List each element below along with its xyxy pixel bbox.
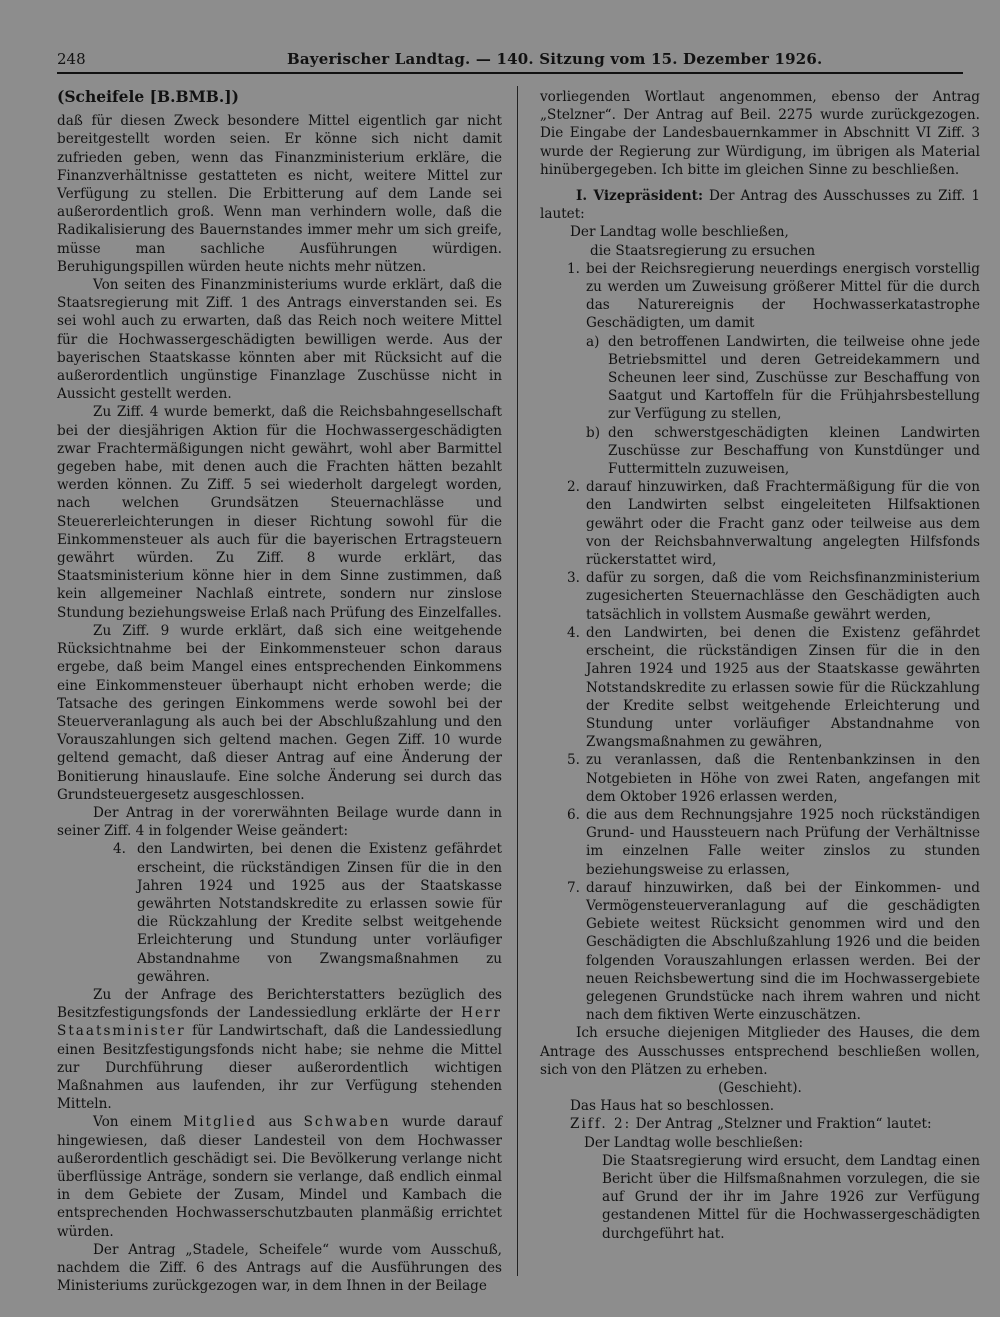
left-paragraph-4: Zu Ziff. 9 wurde erklärt, daß sich eine weitgehende Rücksichtnahme bei der Einkommensteuer schon daraus ergebe, daß beim Mangel eines entsprechenden Einkommens eine Einkommensteuer überhaupt nicht erhoben werde; die Tatsache des geringen Einkommens werde sowohl bei der Steuerveranlagung als auch bei der Abschlußzahlung und den Vorauszahlungen sich geltend machen. Gegen Ziff. 10 wurde geltend gemacht, daß dieser Antrag auf eine Änderung der Bonitierung hinauslaufe. Eine solche Änderung sei durch das Grundsteuergesetz ausgeschlossen. [57,622,502,803]
amended-item-4 [113,840,502,986]
right-column [540,88,980,1243]
left-paragraph-3: Zu Ziff. 4 wurde bemerkt, daß die Reichsbahngesellschaft bei der diesjährigen Aktion für die Hochwassergeschädigten zwar Frachtermäßigungen nicht gewährt, wohl aber Barmittel gegeben habe, mit denen auch die Frachten hätten bezahlt werden können. Zu Ziff. 5 sei wiederholt dargelegt worden, nach welchen Grundsätzen Steuernachlässe und Steuererleichterungen in dieser Richtung sowohl für die Einkommensteuer als auch für die bayerischen Ertragsteuern gewährt würden. Zu Ziff. 8 wurde erklärt, das Staatsministerium könne hier in dem Sinne zustimmen, daß kein allgemeiner Nachlaß eintrete, sondern nur zinslose Stundung beziehungsweise Erlaß nach Prüfung des Einzelfalles. [57,404,502,621]
item-number: 4. [113,841,126,858]
left-paragraph-7: Von einem Mitglied aus Schwaben wurde darauf hingewiesen, daß dieser Landesteil von dem Hochwasser außerordentlich geschädigt sei. Die Bevölkerung verlange nicht überflüssige Anträge, sondern sie verlange, daß endlich einmal in dem Gebiete der Zusam, Mindel und Kambach die entsprechenden Hochwasserschutzbauten planmäßig errichtet würden. [57,1114,503,1240]
list-item: 2. darauf hinzuwirken, daß Frachtermäßigung für die von den Landwirten selbst eingeleiteten Hilfsaktionen gewährt oder die Fracht ganz oder teilweise aus dem von der Reichsbahnverwaltung angelegten Hilfsfonds rückerstattet wird, [567,479,980,569]
list-item: 6. die aus dem Rechnungsjahre 1925 noch rückständigen Grund- und Haussteuern nach Prüfung der Verhältnisse im einzelnen Falle weiter zinslos zu stunden beziehungsweise zu erlassen, [567,806,980,878]
vice-president-label: I. Vizepräsident: [576,188,703,205]
page-number: 248 [57,50,86,68]
request-line: die Staatsregierung zu ersuchen [590,242,816,259]
action-note: (Geschieht). [718,1079,802,1096]
list-item: 5. zu veranlassen, daß die Rentenbankzinsen in den Notgebieten in Höhe von zwei Raten, angefangen mit dem Oktober 1926 erlassen werden, [567,752,980,805]
sub-item-a: a) den betroffenen Landwirten, die teilweise ohne jede Betriebsmittel und deren Getreidekammern und Scheunen leer sind, Zuschüsse zur Beschaffung von Saatgut und Kartoffeln für die Frühjahrsbestellung zur Verfügung zu stellen, [586,333,980,423]
speaker-heading: (Scheifele [B.BMB.]) [57,87,239,106]
list-item: 7. darauf hinzuwirken, daß bei der Einkommen- und Vermögensteuerveranlagung auf die geschädigten Gebiete weitest Rücksicht genommen wird und den Geschädigten die Abschlußzahlung 1926 und die beiden folgenden Vorauszahlungen erlassen werden. Bei der neuen Reichsbewertung sind die im Hochwassergebiete gelegenen Grundstücke nach ihrem wahren und nicht nach dem fiktiven Werte einzuschätzen. [567,879,980,1024]
left-paragraph-1: daß für diesen Zweck besondere Mittel eigentlich gar nicht bereitgestellt worden seien. Er könne sich nicht damit zufrieden geben, wenn das Finanzministerium erkläre, die Finanzverhältnisse gestatteten es nicht, weitere Mittel zur Verfügung zu stellen. Die Erbitterung auf dem Lande sei außerordentlich groß. Wenn man verhindern wolle, daß die Radikalisierung des Bauernstandes immer mehr um sich greife, müsse man sachliche Ausführungen würdigen. Beruhigungspillen würden heute nichts mehr nützen. [57,113,502,275]
left-paragraph-8: Der Antrag „Stadele, Scheifele“ wurde vom Ausschuß, nachdem die Ziff. 6 des Antrags auf die Ausführungen des Ministeriums zurückgezogen war, in dem Ihnen in der Beilage [57,1241,502,1295]
list-item: 4. den Landwirten, bei denen die Existenz gefährdet erscheint, die rückständigen Zinsen für die in den Jahren 1924 und 1925 aus der Staatskasse gewährten Notstandskredite zu erlassen sowie für die Rückzahlung der Kredite selbst weitgehende Erleichterung und Stundung unter vorläufiger Abstandnahme von Zwangsmaßnahmen zu gewähren, [567,624,980,751]
right-paragraph-1: vorliegenden Wortlaut angenommen, ebenso der Antrag „Stelzner“. Der Antrag auf Beil. 2275 wurde zurückgezogen. Die Eingabe der Landesbauernkammer in Abschnitt VI Ziff. 3 wurde der Regierung zur Würdigung, im übrigen als Material hinübergegeben. Ich bitte im gleichen Sinne zu beschließen. [540,89,980,178]
column-divider [517,86,518,1276]
running-title: Bayerischer Landtag. — 140. Sitzung vom 15. Dezember 1926. [287,50,823,68]
left-column [57,88,502,1295]
final-motion-text: Die Staatsregierung wird ersucht, dem Landtag einen Bericht über die Hilfsmaßnahmen vorzulegen, die sie auf Grund der ihr im Jahre 1926 zur Verfügung gestandenen Mittel für die Hochwassergeschädigten durchgeführt hat. [602,1152,980,1242]
vice-president-statement: I. Vizepräsident: Der Antrag des Ausschusses zu Ziff. 1 lautet: [540,188,981,223]
minister-name: Herr Staatsminister [57,1005,502,1040]
ziff-2-line: Ziff. 2: Der Antrag „Stelzner und Fraktion“ lautet: [570,1116,932,1133]
resolve-line: Der Landtag wolle beschließen, [570,224,789,241]
ziff-2-label: Ziff. 2: [570,1116,632,1133]
left-paragraph-6: Zu der Anfrage des Berichterstatters bezüglich des Besitzfestigungsfonds der Landessiedlung erklärte der Herr Staatsminister für Landwirtschaft, daß die Landessiedlung einen Besitzfestigungsfonds nicht habe; sie nehme die Mittel zur Durchführung dieser außerordentlich wichtigen Maßnahmen aus laufenden, ihr zur Verfügung stehenden Mitteln. [57,986,502,1113]
list-item: 1. bei der Reichsregierung neuerdings energisch vorstellig zu werden um Zuweisung größerer Mittel für die durch das Naturereignis der Hochwasserkatastrophe Geschädigten, um damit [567,260,980,332]
sub-item-b: b) den schwerstgeschädigten kleinen Landwirten Zuschüsse zur Beschaffung von Kunstdünger und Futtermitteln zuzuweisen, [586,424,980,478]
list-item: 3. dafür zu sorgen, daß die vom Reichsfinanzministerium zugesicherten Steuernachlässe den Geschädigten auch tatsächlich in vollstem Ausmaße gewährt werden, [567,570,980,623]
resolution-line: Das Haus hat so beschlossen. [570,1098,775,1115]
right-paragraph-2: Ich ersuche diejenigen Mitglieder des Hauses, die dem Antrage des Ausschusses entsprechend beschließen wollen, sich von den Plätzen zu erheben. [540,1025,980,1078]
left-paragraph-5: Der Antrag in der vorerwähnten Beilage wurde dann in seiner Ziff. 4 in folgender Weise geändert: [57,804,502,840]
item-text: den Landwirten, bei denen die Existenz gefährdet erscheint, die rückständigen Zinsen für die in den Jahren 1924 und 1925 aus der Staatskasse gewährten Notstandskredite zu erlassen sowie für die Rückzahlung der Kredite selbst weitgehende Erleichterung und Stundung unter vorläufiger Abstandnahme von Zwangsmaßnahmen zu gewähren. [137,841,502,985]
resolve-line-2: Der Landtag wolle beschließen: [584,1134,804,1151]
page-header [57,50,963,74]
left-paragraph-2: Von seiten des Finanzministeriums wurde erklärt, daß die Staatsregierung mit Ziff. 1 des Antrags einverstanden sei. Es sei wohl auch zu erwarten, daß das Reich noch weitere Mittel für die Hochwassergeschädigten bewilligen werde. Aus der bayerischen Staatskasse könnten aber mit Rücksicht auf die außerordentlich ungünstige Finanzlage Zuschüsse nicht in Aussicht gestellt werden. [57,277,502,403]
